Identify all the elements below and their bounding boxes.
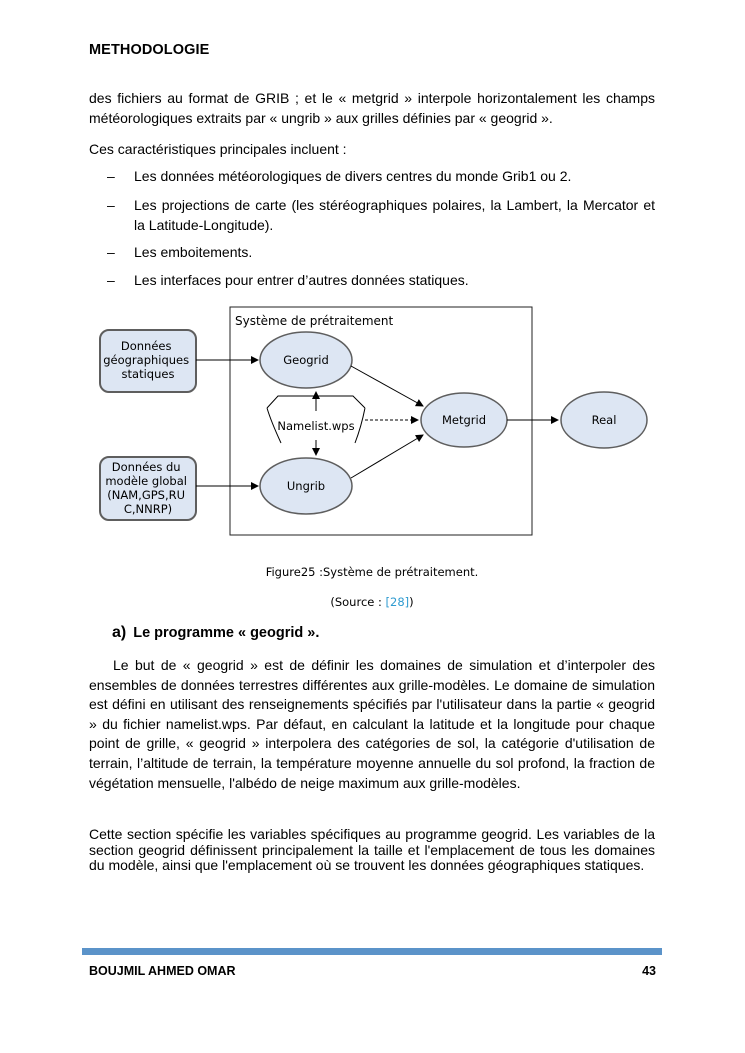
real-label: Real bbox=[591, 413, 617, 427]
bullet-marker: – bbox=[107, 244, 115, 260]
geogrid-node bbox=[260, 332, 352, 388]
namelist-label: Namelist.wps bbox=[277, 419, 355, 433]
bullet-item bbox=[107, 195, 655, 235]
section-heading bbox=[112, 624, 319, 642]
bullet-text: Les projections de carte (les stéréographiques polaires, la Lambert, la Mercator et la Latitude-Longitude). bbox=[134, 197, 655, 233]
footer-divider bbox=[82, 948, 662, 955]
bullet-marker: – bbox=[107, 197, 115, 213]
bullet-text: Les emboitements. bbox=[134, 244, 253, 260]
bullet-item bbox=[107, 242, 655, 262]
metgrid-label: Metgrid bbox=[441, 413, 487, 427]
figure-source-suffix: ) bbox=[409, 595, 414, 609]
features-lead: Ces caractéristiques principales incluent : bbox=[89, 141, 347, 157]
static-data-line: géographiques bbox=[103, 353, 190, 367]
global-model-node bbox=[100, 457, 196, 520]
figure-caption: Figure25 :Système de prétraitement. bbox=[265, 565, 479, 579]
bullet-text: Les données météorologiques de divers centres du monde Grib1 ou 2. bbox=[134, 168, 572, 184]
geogrid-paragraph-1: Le but de « geogrid » est de définir les domaines de simulation et d’interpoler des ensembles de données terrestres différentes aux grille-modèles. Le domaine de simulation est défini en utilisant des renseignements spécifiés par l'utilisateur dans la partie « geogrid » du fichier namelist.wps. Par défaut, en calculant la latitude et la longitude pour chaque point de grille, « geogrid » interpolera des catégories de sol, la catégorie d'utilisation de terrain, l’altitude de terrain, la température moyenne annuelle du sol profond, la fraction de végétation mensuelle, l'albédo de neige maximum aux grille-modèles. bbox=[89, 657, 655, 791]
system-label: Système de prétraitement bbox=[235, 314, 394, 328]
bullet-marker: – bbox=[107, 168, 115, 184]
bullet-item bbox=[107, 166, 655, 186]
metgrid-node bbox=[421, 393, 507, 447]
figure-source-reference[interactable]: [28] bbox=[385, 595, 410, 609]
page-number: 43 bbox=[642, 964, 656, 978]
bullet-item bbox=[107, 270, 655, 290]
global-model-line: C,NNRP) bbox=[123, 502, 173, 516]
ungrib-node bbox=[260, 458, 352, 514]
section-title: Le programme « geogrid ». bbox=[133, 625, 320, 641]
intro-paragraph: des fichiers au format de GRIB ; et le « metgrid » interpole horizontalement les champs météorologiques extraits par « ungrib » aux grilles définies par « geogrid ». bbox=[89, 90, 655, 126]
geogrid-label: Geogrid bbox=[283, 353, 329, 367]
figure-source-prefix: (Source : bbox=[330, 595, 386, 609]
global-model-line: modèle global bbox=[105, 474, 187, 488]
real-node bbox=[561, 392, 647, 448]
figure-source bbox=[89, 595, 655, 609]
static-data-node bbox=[100, 330, 196, 392]
preprocessing-system-diagram bbox=[95, 302, 665, 542]
geogrid-paragraph-2: Cette section spécifie les variables spécifiques au programme geogrid. Les variables de la section geogrid définissent principalement la taille et l'emplacement de tous les domaines du modèle, ainsi que l'emplacement où se trouvent les données géographiques statiques. bbox=[89, 826, 655, 874]
bullet-text: Les interfaces pour entrer d’autres données statiques. bbox=[134, 272, 469, 288]
static-data-line: statiques bbox=[121, 367, 175, 381]
bullet-marker: – bbox=[107, 272, 115, 288]
global-model-line: (NAM,GPS,RU bbox=[107, 488, 186, 502]
section-letter: a) bbox=[112, 624, 127, 641]
static-data-line: Données bbox=[120, 339, 172, 353]
ungrib-label: Ungrib bbox=[286, 479, 326, 493]
global-model-line: Données du bbox=[111, 460, 181, 474]
page-header-title: METHODOLOGIE bbox=[89, 42, 210, 58]
footer-author: BOUJMIL AHMED OMAR bbox=[89, 964, 236, 978]
